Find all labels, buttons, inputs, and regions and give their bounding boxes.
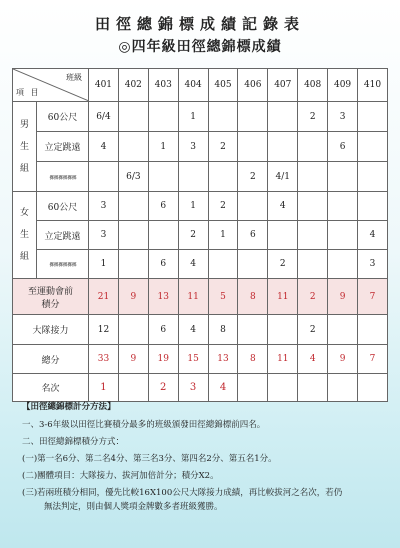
score-cell <box>268 221 298 250</box>
score-cell: 4 <box>358 221 388 250</box>
score-cell: 9 <box>118 345 148 374</box>
score-cell <box>238 132 268 162</box>
score-cell: 8 <box>238 279 268 315</box>
class-header: 404 <box>178 69 208 102</box>
score-cell <box>298 221 328 250</box>
score-cell: 11 <box>178 279 208 315</box>
item-header-label: 項 目 <box>16 88 41 97</box>
score-cell: 15 <box>178 345 208 374</box>
score-cell: 12 <box>89 315 119 345</box>
event-label: 立定跳遠 <box>37 221 89 250</box>
score-cell: 2 <box>268 250 298 279</box>
rank-cell <box>118 374 148 402</box>
score-cell: 4/1 <box>268 162 298 192</box>
score-cell <box>268 132 298 162</box>
rules-line: (二)團體項目：大隊接力、拔河加倍計分；積分X2。 <box>22 471 219 481</box>
score-cell: 33 <box>89 345 119 374</box>
score-cell: 2 <box>178 221 208 250</box>
score-cell: 2 <box>298 279 328 315</box>
rank-cell <box>298 374 328 402</box>
score-cell <box>268 102 298 132</box>
relay-label: 大隊接力 <box>13 315 89 345</box>
score-cell: 3 <box>89 221 119 250</box>
score-cell <box>298 192 328 221</box>
rank-cell <box>238 374 268 402</box>
score-cell <box>148 162 178 192</box>
event-label: 60公尺 <box>37 102 89 132</box>
rank-cell: 2 <box>148 374 178 402</box>
score-cell: 1 <box>178 192 208 221</box>
score-cell: 7 <box>358 345 388 374</box>
score-cell <box>298 162 328 192</box>
score-cell: 5 <box>208 279 238 315</box>
rank-row <box>13 374 388 402</box>
score-table <box>12 68 388 402</box>
score-cell <box>358 102 388 132</box>
score-cell: 9 <box>118 279 148 315</box>
total-label: 總分 <box>13 345 89 374</box>
score-cell: 8 <box>208 315 238 345</box>
score-cell <box>118 250 148 279</box>
score-cell: 11 <box>268 345 298 374</box>
class-header: 405 <box>208 69 238 102</box>
score-cell <box>328 250 358 279</box>
event-label: 立定跳遠 <box>37 132 89 162</box>
score-cell <box>118 132 148 162</box>
rank-cell <box>358 374 388 402</box>
score-cell: 6 <box>238 221 268 250</box>
score-cell <box>178 162 208 192</box>
score-cell: 2 <box>298 315 328 345</box>
score-cell: 2 <box>208 192 238 221</box>
class-header-label: 班級 <box>66 73 82 82</box>
event-label: 擲擲擲擲擲擲 <box>39 251 86 277</box>
score-cell <box>118 221 148 250</box>
rank-cell: 4 <box>208 374 238 402</box>
score-cell: 3 <box>178 132 208 162</box>
event-label: 60公尺 <box>37 192 89 221</box>
score-cell <box>328 221 358 250</box>
total-row <box>13 345 388 374</box>
rules-line: 一、3-6年級以田徑比賽積分最多的班級頒發田徑總錦標前四名。 <box>22 420 266 430</box>
score-cell: 9 <box>328 279 358 315</box>
score-cell <box>358 162 388 192</box>
class-header: 407 <box>268 69 298 102</box>
table-row <box>13 192 388 221</box>
table-row <box>13 221 388 250</box>
score-cell <box>148 102 178 132</box>
score-cell: 2 <box>298 102 328 132</box>
score-cell <box>328 315 358 345</box>
page-title: 田徑總錦標成績記錄表 <box>94 15 305 33</box>
score-cell: 6 <box>328 132 358 162</box>
rank-cell: 1 <box>89 374 119 402</box>
class-header: 409 <box>328 69 358 102</box>
score-cell <box>118 102 148 132</box>
score-cell: 9 <box>328 345 358 374</box>
rules-line: (三)若兩班積分相同，優先比較16X100公尺大隊接力成績，再比較拔河之名次，若仍 <box>22 488 343 498</box>
score-cell <box>238 250 268 279</box>
table-row <box>13 102 388 132</box>
score-cell: 3 <box>89 192 119 221</box>
sports-day-row <box>13 279 388 315</box>
score-cell: 21 <box>89 279 119 315</box>
score-cell <box>208 102 238 132</box>
event-label: 擲擲擲擲擲擲 <box>39 163 86 190</box>
page-subtitle: ◎四年級田徑總錦標成績 <box>118 39 282 55</box>
score-cell: 6/3 <box>118 162 148 192</box>
score-cell: 4 <box>178 250 208 279</box>
score-cell: 11 <box>268 279 298 315</box>
score-cell: 19 <box>148 345 178 374</box>
sports-day-label: 至運動會前 積分 <box>13 279 89 315</box>
score-cell: 1 <box>208 221 238 250</box>
scoring-rules <box>22 400 382 517</box>
score-cell: 6 <box>148 315 178 345</box>
score-cell: 4 <box>89 132 119 162</box>
score-cell <box>118 315 148 345</box>
score-cell: 1 <box>178 102 208 132</box>
rules-line: 無法判定，則由個人獎項金牌數多者班級獲勝。 <box>44 502 223 512</box>
score-cell <box>268 315 298 345</box>
class-header: 401 <box>89 69 119 102</box>
relay-row <box>13 315 388 345</box>
header-row <box>13 69 388 102</box>
score-cell: 4 <box>178 315 208 345</box>
rank-cell: 3 <box>178 374 208 402</box>
score-cell <box>298 250 328 279</box>
score-cell: 8 <box>238 345 268 374</box>
score-cell <box>238 192 268 221</box>
class-header: 403 <box>148 69 178 102</box>
score-cell <box>298 132 328 162</box>
score-cell: 3 <box>328 102 358 132</box>
score-cell: 4 <box>298 345 328 374</box>
table-row <box>13 162 388 192</box>
score-cell: 1 <box>89 250 119 279</box>
score-cell: 6/4 <box>89 102 119 132</box>
rank-label: 名次 <box>13 374 89 402</box>
score-cell: 13 <box>208 345 238 374</box>
class-header: 406 <box>238 69 268 102</box>
score-cell <box>358 192 388 221</box>
score-cell: 3 <box>358 250 388 279</box>
score-cell <box>89 162 119 192</box>
rules-line: 二、田徑總錦標積分方式： <box>22 437 125 447</box>
score-cell <box>208 250 238 279</box>
rules-line: (一)第一名6分、第二名4分、第三名3分、第四名2分、第五名1分。 <box>22 454 277 464</box>
score-cell <box>328 162 358 192</box>
rules-heading: 【田徑總錦標計分方法】 <box>22 402 116 412</box>
score-cell: 1 <box>148 132 178 162</box>
class-header: 402 <box>118 69 148 102</box>
class-header: 410 <box>358 69 388 102</box>
score-cell: 6 <box>148 192 178 221</box>
score-cell <box>148 221 178 250</box>
boys-group-label: 男 生 組 <box>13 102 37 192</box>
score-cell <box>358 132 388 162</box>
score-cell: 6 <box>148 250 178 279</box>
table-row <box>13 132 388 162</box>
table-corner-cell <box>13 69 89 102</box>
score-cell: 13 <box>148 279 178 315</box>
score-cell <box>358 315 388 345</box>
score-cell <box>118 192 148 221</box>
score-cell: 2 <box>238 162 268 192</box>
class-header: 408 <box>298 69 328 102</box>
table-row <box>13 250 388 279</box>
score-cell: 2 <box>208 132 238 162</box>
score-cell: 4 <box>268 192 298 221</box>
score-cell: 7 <box>358 279 388 315</box>
score-cell <box>208 162 238 192</box>
girls-group-label: 女 生 組 <box>13 192 37 279</box>
score-cell <box>328 192 358 221</box>
score-cell <box>238 102 268 132</box>
score-cell <box>238 315 268 345</box>
rank-cell <box>328 374 358 402</box>
rank-cell <box>268 374 298 402</box>
